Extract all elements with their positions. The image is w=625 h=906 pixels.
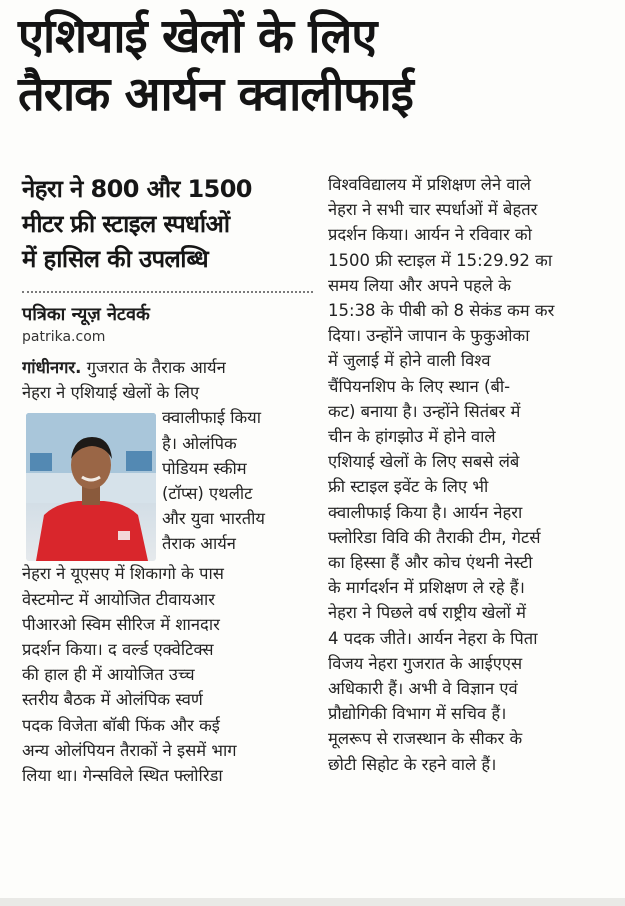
article-line: चैंपियनशिप के लिए स्थान (बी- [328, 376, 511, 396]
article-line: पदक विजेता बॉबी फिंक और कई [22, 715, 220, 735]
article-body-right [328, 172, 614, 777]
subheadline-line: मीटर फ्री स्टाइल स्पर्धाओं [22, 210, 230, 238]
article-line: और युवा भारतीय [162, 509, 266, 529]
article-line: 15:38 के पीबी को 8 सेकंड कम कर [328, 301, 555, 321]
article-line: लिया था। गेन्सविले स्थित फ्लोरिडा [22, 766, 223, 786]
headline [18, 8, 618, 124]
athlete-portrait-image [26, 413, 156, 561]
article-line: समय लिया और अपने पहले के [328, 275, 511, 295]
article-line: कट) बनाया है। उन्होंने सितंबर में [328, 401, 521, 421]
article-line: गांधीनगर. गुजरात के तैराक आर्यन [22, 358, 226, 377]
article-line: प्रदर्शन किया। आर्यन ने रविवार को [328, 225, 532, 245]
article-line: प्रौद्योगिकी विभाग में सचिव हैं। [328, 704, 507, 724]
article-line: दिया। उन्होंने जापान के फुकुओका [328, 326, 530, 346]
headline-line-2: तैराक आर्यन क्वालीफाई [18, 67, 413, 122]
article-line: की हाल ही में आयोजित उच्च [22, 665, 195, 685]
dotted-divider [22, 291, 313, 293]
article-line: विजय नेहरा गुजरात के आईएएस [328, 653, 523, 673]
article-line: (टॉप्स) एथलीट [162, 484, 253, 504]
subheadline-line: नेहरा ने 800 और 1500 [22, 175, 252, 203]
article-line: फ्री स्टाइल इवेंट के लिए भी [328, 477, 489, 497]
article-line: 4 पदक जीते। आर्यन नेहरा के पिता [328, 628, 538, 648]
article-line: 1500 फ्री स्टाइल में 15:29.92 का [328, 250, 553, 270]
article-line: विश्वविद्यालय में प्रशिक्षण लेने वाले [328, 175, 531, 194]
article-line: नेहरा ने सभी चार स्पर्धाओं में बेहतर [328, 200, 538, 220]
article-line: मूलरूप से राजस्थान के सीकर के [328, 729, 523, 749]
article-line: में जुलाई में होने वाली विश्व [328, 351, 491, 371]
athlete-photo [26, 413, 156, 561]
article-line: फ्लोरिडा विवि की तैराकी टीम, गेटर्स [328, 527, 541, 547]
article-line: क्वालीफाई किया है। आर्यन नेहरा [328, 502, 523, 522]
photo-wrap [22, 405, 315, 561]
left-column [22, 172, 315, 788]
text-beside-photo [162, 405, 315, 556]
article-line: तैराक आर्यन [162, 534, 236, 554]
byline-site: patrika.com [22, 329, 106, 345]
dateline: गांधीनगर. [22, 358, 82, 377]
article-line: प्रदर्शन किया। द वर्ल्ड एक्वेटिक्स [22, 640, 214, 660]
article-line: नेहरा ने एशियाई खेलों के लिए [22, 383, 200, 403]
article-line: वेस्टमोन्ट में आयोजित टीवायआर [22, 589, 215, 609]
article-line: अन्य ओलंपियन तैराकों ने इसमें भाग [22, 740, 237, 760]
subheadline-line: में हासिल की उपलब्धि [22, 245, 209, 273]
article-body-left [22, 355, 315, 788]
article-line: चीन के हांगझोउ में होने वाले [328, 427, 496, 447]
article-line: नेहरा ने पिछले वर्ष राष्ट्रीय खेलों में [328, 603, 527, 623]
article-line: के मार्गदर्शन में प्रशिक्षण ले रहे हैं। [328, 578, 525, 598]
article-line: है। ओलंपिक [162, 433, 237, 453]
article-line: क्वालीफाई किया [162, 408, 262, 428]
subheadline [22, 172, 315, 277]
article-line: अधिकारी हैं। अभी वे विज्ञान एवं [328, 679, 518, 699]
article-line: पीआरओ स्विम सीरिज में शानदार [22, 614, 220, 634]
page-bottom-edge [0, 898, 625, 906]
article-line: नेहरा ने यूएसए में शिकागो के पास [22, 564, 224, 584]
article-line: का हिस्सा हैं और कोच एंथनी नेस्टी [328, 553, 533, 573]
headline-line-1: एशियाई खेलों के लिए [18, 9, 377, 64]
article-line: एशियाई खेलों के लिए सबसे लंबे [328, 452, 520, 472]
article-line: छोटी सिहोट के रहने वाले हैं। [328, 754, 497, 774]
article-line: स्तरीय बैठक में ओलंपिक स्वर्ण [22, 690, 203, 710]
article-line: पोडियम स्कीम [162, 458, 247, 478]
byline-agency: पत्रिका न्यूज़ नेटवर्क [22, 304, 150, 325]
